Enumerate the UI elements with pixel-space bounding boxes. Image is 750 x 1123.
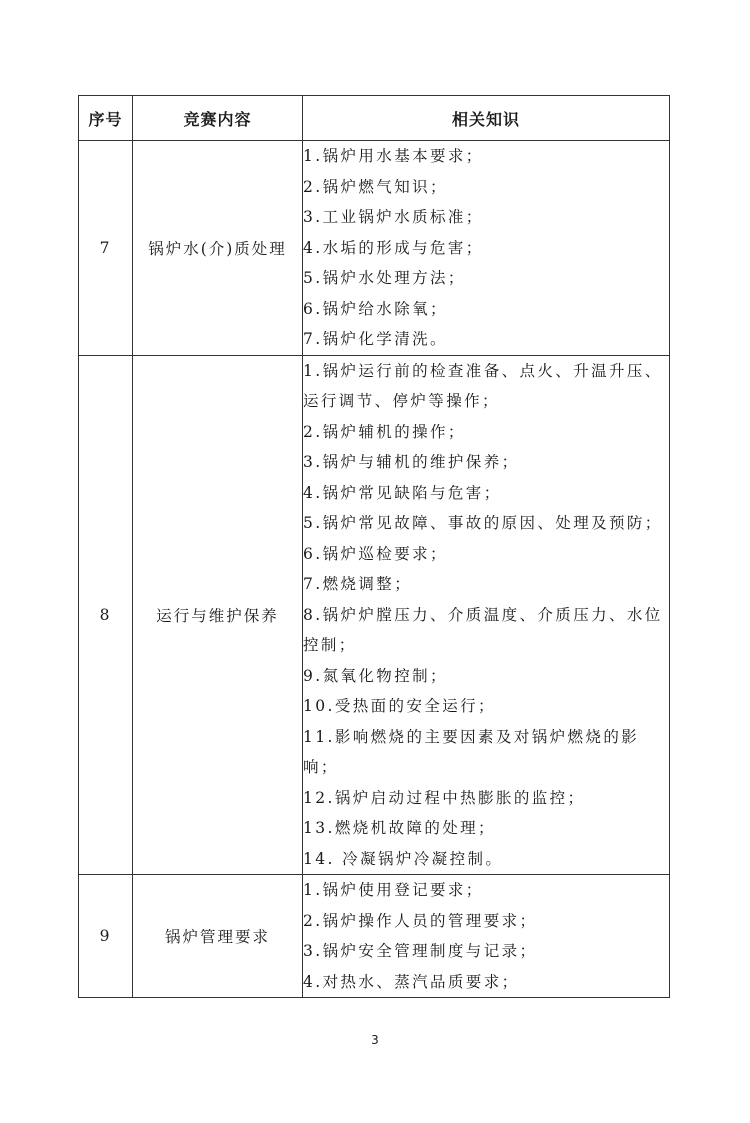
table-row bbox=[79, 141, 670, 356]
knowledge-item: 5.锅炉常见故障、事故的原因、处理及预防； bbox=[303, 514, 663, 532]
row-competition-content: 锅炉管理要求 bbox=[133, 875, 303, 998]
knowledge-item: 6.锅炉给水除氧； bbox=[303, 299, 448, 318]
knowledge-item: 3.锅炉与辅机的维护保养； bbox=[303, 453, 520, 471]
knowledge-item: 12.锅炉启动过程中热膨胀的监控； bbox=[303, 788, 586, 807]
header-serial-number: 序号 bbox=[79, 96, 133, 141]
knowledge-item: 8.锅炉炉膛压力、介质温度、介质压力、水位控制； bbox=[303, 605, 663, 654]
row-serial-number: 8 bbox=[79, 355, 133, 875]
row-serial-number: 9 bbox=[79, 875, 133, 998]
row-competition-content: 运行与维护保养 bbox=[133, 355, 303, 875]
table-row bbox=[79, 875, 670, 998]
table-header-row bbox=[79, 96, 670, 141]
knowledge-item: 2.锅炉操作人员的管理要求； bbox=[303, 911, 538, 930]
row-competition-content: 锅炉水(介)质处理 bbox=[133, 141, 303, 356]
knowledge-item: 4.水垢的形成与危害； bbox=[303, 238, 484, 257]
page-number: 3 bbox=[371, 1033, 379, 1047]
header-related-knowledge: 相关知识 bbox=[303, 96, 670, 141]
knowledge-item: 2.锅炉燃气知识； bbox=[303, 177, 448, 196]
knowledge-item: 11.影响燃烧的主要因素及对锅炉燃烧的影响； bbox=[303, 727, 640, 776]
knowledge-item: 9.氮氧化物控制； bbox=[303, 666, 448, 685]
knowledge-item: 4.锅炉常见缺陷与危害； bbox=[303, 483, 502, 502]
knowledge-item: 10.受热面的安全运行； bbox=[303, 697, 496, 715]
row-related-knowledge bbox=[303, 355, 670, 875]
knowledge-item: 1.锅炉用水基本要求； bbox=[303, 147, 484, 165]
row-related-knowledge bbox=[303, 875, 670, 998]
row-related-knowledge bbox=[303, 141, 670, 356]
header-competition-content: 竞赛内容 bbox=[133, 96, 303, 141]
knowledge-item: 2.锅炉辅机的操作； bbox=[303, 422, 466, 441]
knowledge-item: 1.锅炉运行前的检查准备、点火、升温升压、运行调节、停炉等操作； bbox=[303, 361, 663, 410]
knowledge-item: 7.燃烧调整； bbox=[303, 575, 413, 593]
table-row bbox=[79, 355, 670, 875]
knowledge-item: 13.燃烧机故障的处理； bbox=[303, 819, 496, 837]
knowledge-item: 3.工业锅炉水质标准； bbox=[303, 208, 484, 226]
competition-content-table bbox=[78, 95, 670, 998]
knowledge-item: 1.锅炉使用登记要求； bbox=[303, 881, 484, 899]
knowledge-item: 5.锅炉水处理方法； bbox=[303, 269, 466, 287]
row-serial-number: 7 bbox=[79, 141, 133, 356]
knowledge-item: 3.锅炉安全管理制度与记录； bbox=[303, 942, 538, 960]
knowledge-item: 14. 冷凝锅炉冷凝控制。 bbox=[303, 849, 504, 868]
knowledge-item: 7.锅炉化学清洗。 bbox=[303, 330, 448, 348]
knowledge-item: 4.对热水、蒸汽品质要求； bbox=[303, 972, 520, 991]
knowledge-item: 6.锅炉巡检要求； bbox=[303, 544, 448, 563]
